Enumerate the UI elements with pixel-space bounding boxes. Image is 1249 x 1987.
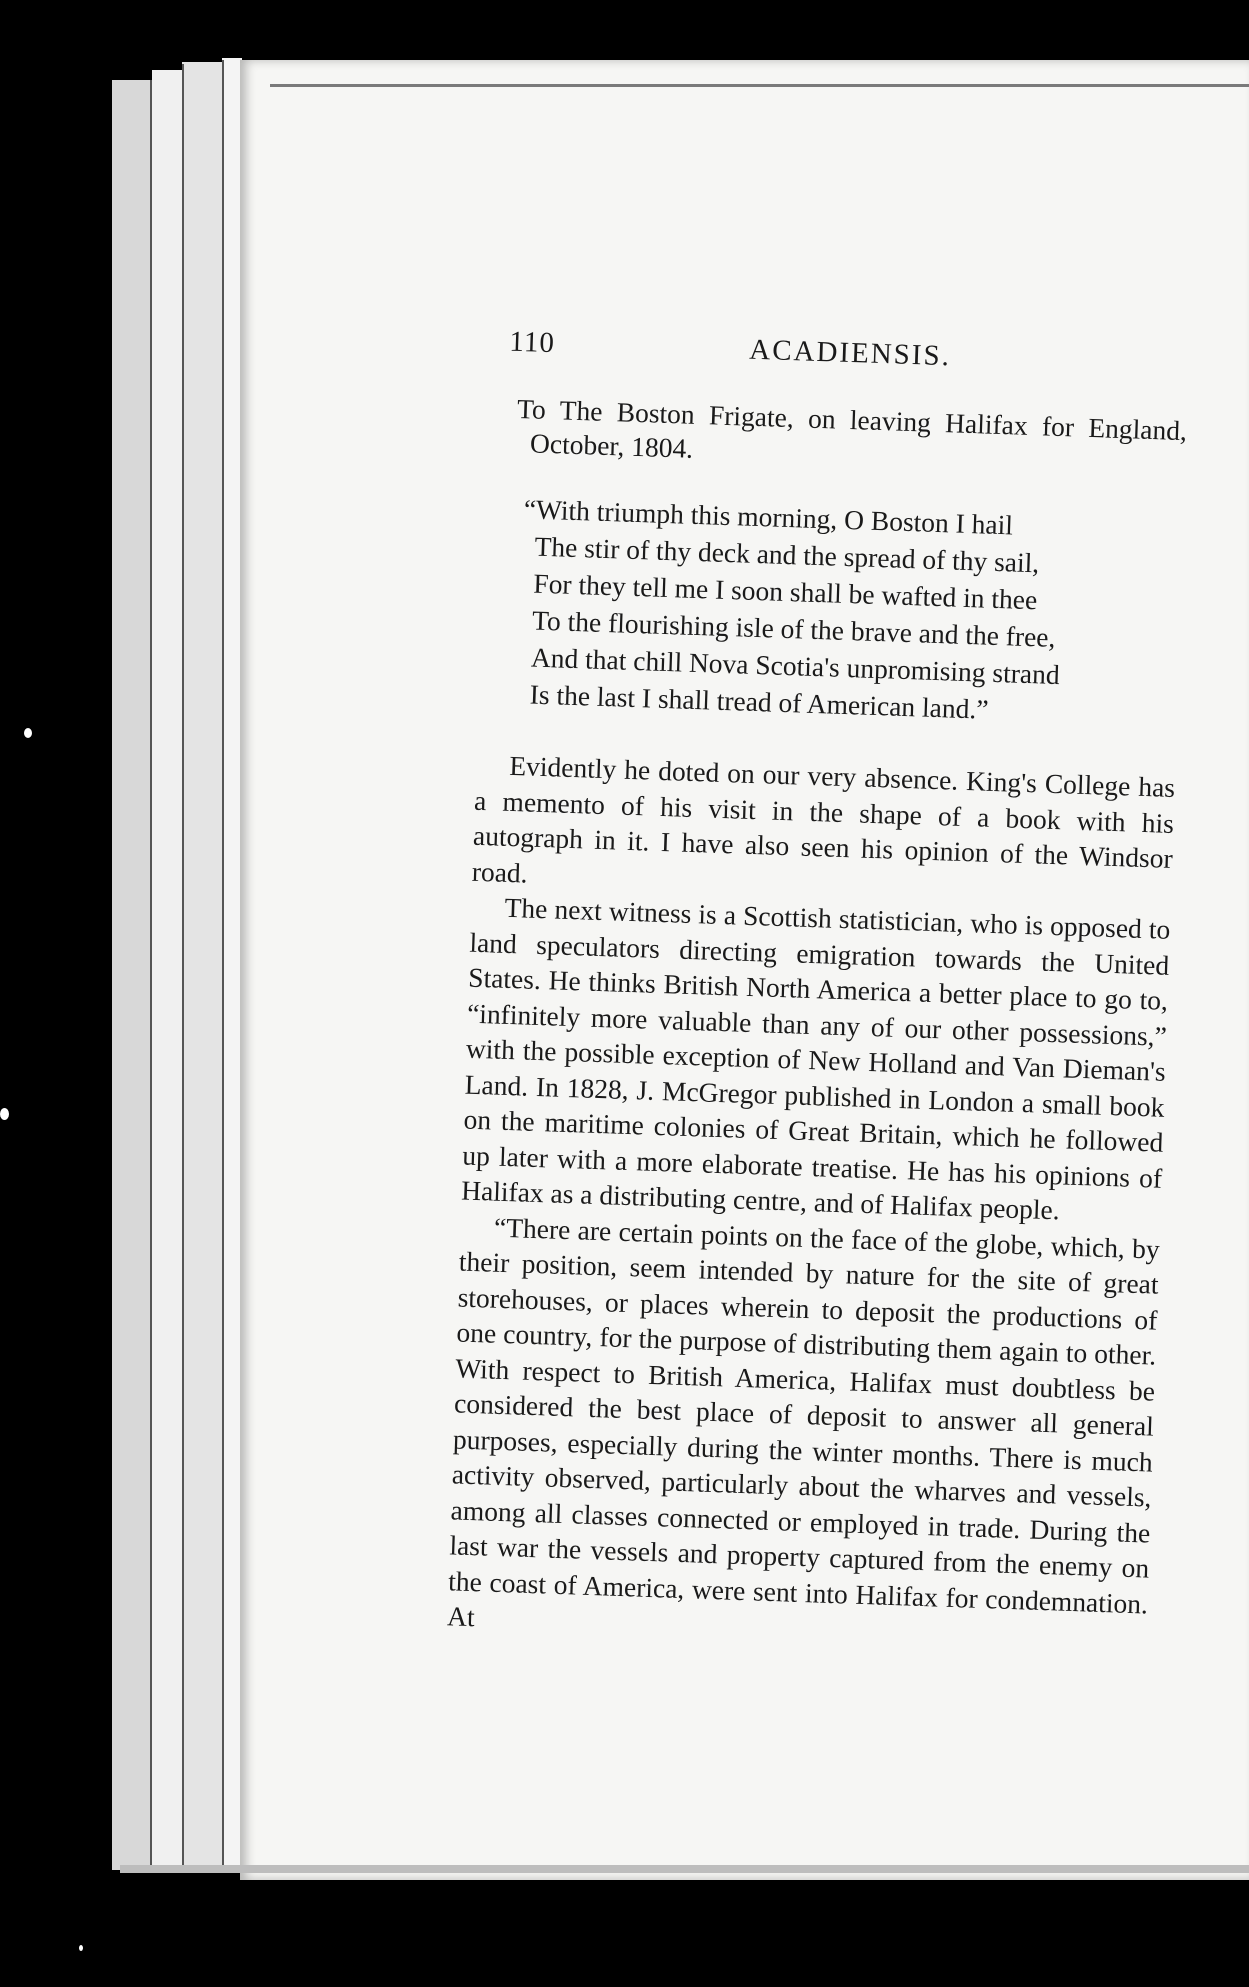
page-edge xyxy=(112,80,152,1870)
page-edge-line xyxy=(182,64,184,1869)
page-edge-line xyxy=(150,80,152,1870)
page-top-border xyxy=(270,84,1249,87)
body-paragraph: “There are certain points on the face of the globe, which, by their position, seem intended by nature for the site of great storehouses, or places wherein to deposit the productions of one country, for the purpose of distributing them again to other. With respect to British America, Halifax must doubtless be considered the best place of deposit to answer all general purposes, especially during the winter months. There is much activity observed, particularly about the wharves and vessels, among all classes connected or employed in trade. During the last war the vessels and property captured from the enemy on the coast of America, were sent into Halifax for condemnation. At xyxy=(446,1211,1161,1633)
poem-line: To the flourishing isle of the brave and the free, xyxy=(531,604,1056,653)
page-edge xyxy=(152,70,182,1870)
poem xyxy=(517,490,1184,734)
page-number: 110 xyxy=(508,325,556,360)
scan-speck xyxy=(24,728,32,738)
page-text xyxy=(447,325,1190,1657)
scan-speck xyxy=(0,1108,9,1120)
poem-caption: To The Boston Frigate, on leaving Halifax for England, October, 1804. xyxy=(516,392,1188,464)
page-bottom-edge xyxy=(120,1865,1249,1873)
poem-line: The stir of thy deck and the spread of thy sail, xyxy=(534,530,1040,579)
running-title: ACADIENSIS. xyxy=(748,333,952,373)
poem-line: For they tell me I soon shall be wafted in thee xyxy=(532,567,1038,616)
page-edge-line xyxy=(222,60,224,1872)
scan-speck xyxy=(79,1945,83,1951)
poem-line: “With triumph this morning, O Boston I hail xyxy=(523,493,1014,541)
body-paragraph: Evidently he doted on our very absence. King's College has a memento of his visit in the shape of a book with his autograph in it. I have also seen his opinion of the Windsor road. xyxy=(471,749,1176,889)
body-paragraph: The next witness is a Scottish statistician, who is opposed to land speculators directing emigration towards the United States. He thinks British North America a better place to go to, “infinitely more valuable than any of our other possessions,” with the possible exception of New Holland and Van Dieman's Land. In 1828, J. McGregor published in London a small book on the maritime colonies of Great Britain, which he followed up later with a more elaborate treatise. He has his opinions of Halifax as a distributing centre, and of Halifax people. xyxy=(460,891,1171,1226)
poem-line: Is the last I shall tread of American land.” xyxy=(529,678,989,725)
page-edge xyxy=(182,62,222,1872)
poem-line: And that chill Nova Scotia's unpromising strand xyxy=(530,641,1061,691)
page-edge xyxy=(222,58,242,1873)
